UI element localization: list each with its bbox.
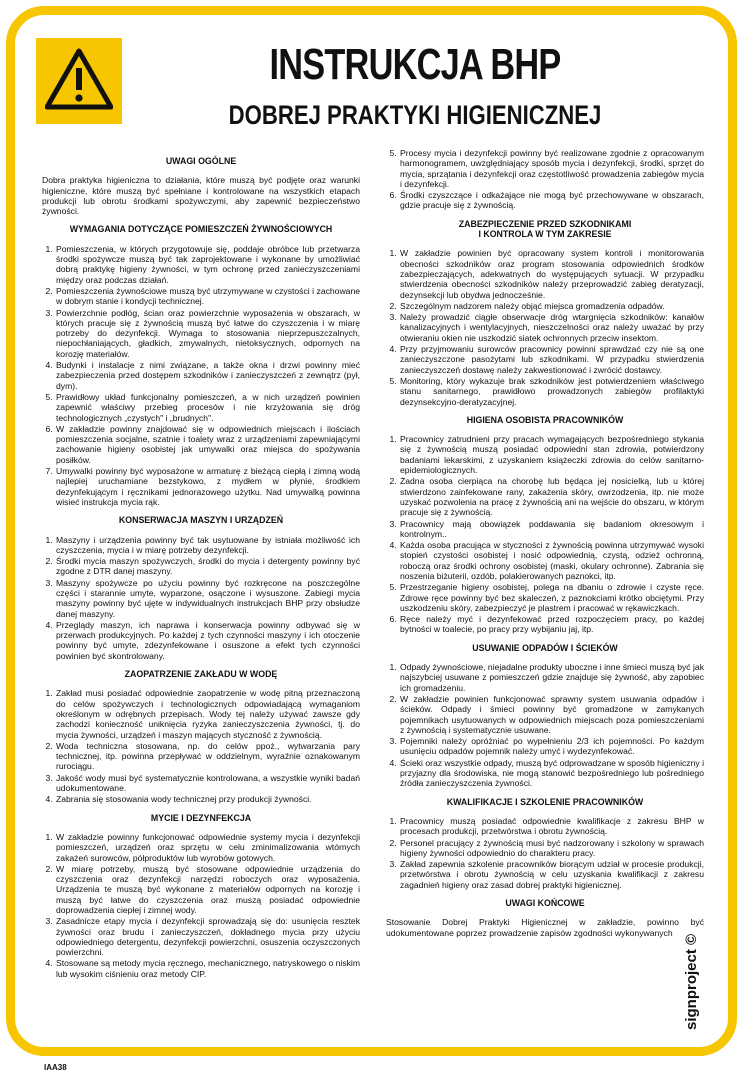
list-item: 1. Zakład musi posiadać odpowiednie zaopatrzenie w wodę pitną przeznaczoną do celów spożywczych i technologicznych odpowiadającą wymaganiom określonym w odrębnych przepisach. Wody tej należy używać zawsze gdy zachodzi konieczność uniknięcia ryzyka zanieczyszczenia żywności, tj. do mycia żywności, urządzeń i maszyn mających styczność z żywnością. <box>55 688 360 739</box>
brand-watermark: signproject © <box>683 933 700 1030</box>
list-item: 6. Ręce należy myć i dezynfekować przed rozpoczęciem pracy, po każdej bytności w toalecie, po pracy przy wybijaniu jaj, itp. <box>399 614 704 635</box>
pests-list <box>386 248 704 406</box>
list-item: 3. Zakład zapewnia szkolenie pracowników biorącym udział w procesie produkcji, przetwórstwa i obrotu żywnością w celu uzyskania kwalifikacji z zakresu zagadnień higieny oraz zasad dobrej praktyki higienicznej. <box>399 859 704 890</box>
section-heading-line: ZABEZPIECZENIE PRZED SZKODNIKAMI <box>458 218 632 229</box>
section-heading: UWAGI KOŃCOWE <box>505 898 585 908</box>
cleaning-list <box>42 832 360 979</box>
list-item: 6. Środki czyszczące i odkażające nie mogą być przechowywane w obszarach, gdzie pracuje się z żywnością. <box>399 190 704 211</box>
rooms-list <box>42 244 360 507</box>
list-item: 1. Maszyny i urządzenia powinny być tak usytuowane by istniała możliwość ich czyszczenia, mycia i w miarę potrzeby dezynfekcji. <box>55 535 360 556</box>
page-title: INSTRUKCJA BHP <box>269 40 561 89</box>
section-heading <box>386 219 704 240</box>
list-item: 3. Zasadnicze etapy mycia i dezynfekcji sprowadzają się do: usunięcia resztek żywności oraz brudu i zanieczyszczeń, dokładnego mycia przy użyciu odpowiedniego detergentu, dezynfekcji powierzchni, osuszenia oczyszczonych powierzchni. <box>55 916 360 957</box>
list-item: 4. Zabrania się stosowania wody technicznej przy produkcji żywności. <box>55 794 360 804</box>
list-item: 2. Środki mycia maszyn spożywczych, środki do mycia i detergenty powinny być zgodne z DTR danej maszyny. <box>55 556 360 577</box>
list-item: 3. Maszyny spożywcze po użyciu powinny być rozkręcone na poszczególne części i starannie umyte, wyparzone, osączone i wysuszone. Zabiegi mycia maszyny powinny być ujęte w indywidualnych instrukcjach BHP przy obsłudze danej maszyny. <box>55 578 360 619</box>
list-item: 4. Przeglądy maszyn, ich naprawa i konserwacja powinny odbywać się w przerwach produkcyjnych. Po każdej z tych czynności maszyny i ich otoczenie powinny być umyte, zdezynfekowane i osuszone a efekt tych czynności powinien być skontrolowany. <box>55 620 360 661</box>
list-item: 5. Prawidłowy układ funkcjonalny pomieszczeń, a w nich urządzeń powinien zapewnić właściwy przebieg procesów i nie krzyżowania się dróg technologicznych „czystych" i „brudnych". <box>55 392 360 423</box>
page-subtitle: DOBREJ PRAKTYKI HIGIENICZNEJ <box>228 100 602 130</box>
section-heading: MYCIE I DEZYNFEKCJA <box>150 812 252 823</box>
section-heading: WYMAGANIA DOTYCZĄCE POMIESZCZEŃ ŻYWNOŚCIOWYCH <box>69 224 333 235</box>
hygiene-list <box>386 434 704 635</box>
list-item: 1. Odpady żywnościowe, niejadalne produkty uboczne i inne śmieci muszą być jak najszybciej usuwane z pomieszczeń gdzie znajduje się żywność, aby zapobiec ich gromadzeniu. <box>399 662 704 693</box>
list-item: 1. Pracownicy zatrudnieni przy pracach wymagających bezpośredniego stykania się z żywnością muszą posiadać odpowiedni stan zdrowia, potwierdzony badaniami lekarskimi, z uzyskaniem książeczki zdrowia do celów sanitarno-epidemiologicznych. <box>399 434 704 475</box>
list-item: 3. Pracownicy mają obowiązek poddawania się badaniom okresowym i kontrolnym.. <box>399 519 704 540</box>
section-heading: UWAGI OGÓLNE <box>165 156 237 166</box>
list-item: 6. W zakładzie powinny znajdować się w odpowiednich miejscach i ilościach pomieszczenia socjalne, szatnie i toalety wraz z urządzeniami zapewniającymi zachowanie higieny osobistej jak umywalki oraz miejsca do spożywania posiłków. <box>55 424 360 465</box>
section-heading: ZAOPATRZENIE ZAKŁADU W WODĘ <box>124 669 278 680</box>
left-column <box>42 148 360 1048</box>
water-list <box>42 688 360 804</box>
waste-list <box>386 662 704 789</box>
list-item: 2. Pomieszczenia żywnościowe muszą być utrzymywane w czystości i zachowane w dobrym stanie i kondycji technicznej. <box>55 286 360 307</box>
warning-triangle-icon <box>45 48 113 110</box>
cleaning-list-continued <box>386 148 704 211</box>
list-item: 3. Jakość wody musi być systematycznie kontrolowana, a wszystkie wyniki badań udokumentowane. <box>55 773 360 794</box>
list-item: 4. Stosowane są metody mycia ręcznego, mechanicznego, natryskowego o niskim lub wysokim ciśnieniu oraz metody CIP. <box>55 958 360 979</box>
list-item: 4. Budynki i instalacje z nimi związane, a także okna i drzwi powinny mieć zabezpieczenia przed dostępem szkodników i zanieczyszczeń z zewnątrz (pył, dym). <box>55 360 360 391</box>
list-item: 2. Żadna osoba cierpiąca na chorobę lub będąca jej nosicielką, lub u której stwierdzono zainfekowane rany, zakażenia skóry, owrzodzenia, itp. nie może uzyskać pozwolenia na pracę z żywnością ani na wejście do obszaru, w którym pracuje się z żywnością. <box>399 476 704 517</box>
list-item: 7. Umywalki powinny być wyposażone w armaturę z bieżącą ciepłą i zimną wodą najlepiej uruchamiane bezstykowo, z mydłem w płynie, środkiem dezynfekującym i ręcznikami jednorazowego użytku. Nad umywalką powinna wisieć instrukcja mycia rąk. <box>55 466 360 507</box>
product-code: IAA38 <box>44 1063 67 1072</box>
list-item: 4. Każda osoba pracująca w styczności z żywnością powinna utrzymywać wysoki stopień czystości osobistej i nosić odpowiednią, czystą, odzież ochronną, roboczą oraz środki ochrony osobistej (maski, okulary ochronne). Zabrania się noszenia biżuterii, ozdób, polakierowanych paznokci, itp. <box>399 540 704 581</box>
list-item: 3. Powierzchnie podłóg, ścian oraz powierzchnie wyposażenia w obszarach, w których pracuje się z żywnością muszą być łatwe do czyszczenia i w miarę potrzeby do dezynfekcji. Wymaga to stosowania nieprzepuszczalnych, niepochłaniających, gładkich, zmywalnych, nietoksycznych, odpornych na korozję materiałów. <box>55 308 360 359</box>
maintenance-list <box>42 535 360 662</box>
section-heading: USUWANIE ODPADÓW I ŚCIEKÓW <box>472 642 618 653</box>
list-item: 4. Ścieki oraz wszystkie odpady, muszą być odprowadzane w sposób higieniczny i przyjazny dla środowiska, nie mogą stanowić bezpośredniego lub pośredniego źródła zanieczyszczenia żywności. <box>399 758 704 789</box>
warning-sign-box <box>36 38 122 124</box>
qualifications-list <box>386 816 704 890</box>
list-item: 1. Pracownicy muszą posiadać odpowiednie kwalifikacje z zakresu BHP w procesach produkcji, przetwórstwa i obrotu żywnością. <box>399 816 704 837</box>
list-item: 2. Woda techniczna stosowana, np. do celów ppoż., wytwarzania pary technicznej, itp. powinna przepływać w oddzielnym, wyraźnie oznakowanym rurociągu. <box>55 741 360 772</box>
list-item: 3. Należy prowadzić ciągłe obserwacje dróg wtargnięcia szkodników: kanałów kanalizacyjnych i wentylacyjnych, nieszczelności oraz należy uważać by przy otwieraniu okien nie uszkodzić siatek ochronnych przeciw insektom. <box>399 312 704 343</box>
general-remarks-text: Dobra praktyka higieniczna to działania, które muszą być podjęte oraz warunki higieniczne, które muszą być spełniane i kontrolowane na wszystkich etapach produkcji lub obrotu środkami spożywczymi, aby zapewnić bezpieczeństwo żywności. <box>42 175 360 217</box>
list-item: 4. Przy przyjmowaniu surowców pracownicy powinni sprawdzać czy nie są one zanieczyszczone pasożytami lub szkodnikami. W przypadku stwierdzenia zanieczyszczeń dostawę należy zakwestionować i zwrócić dostawcy. <box>399 344 704 375</box>
list-item: 2. W miarę potrzeby, muszą być stosowane odpowiednie urządzenia do czyszczenia oraz dezynfekcji narzędzi roboczych oraz wyposażenia. Urządzenia te muszą być wykonane z materiałów odpornych na korozję i muszą być łatwe do czyszczenia oraz muszą posiadać odpowiednie doprowadzenia ciepłej i zimnej wody. <box>55 864 360 915</box>
list-item: 5. Procesy mycia i dezynfekcji powinny być realizowane zgodnie z opracowanym harmonogramem, uwzględniający sposób mycia i dezynfekcji, środki, sprzęt do mycia, sprzątania i dezynfekcji oraz częstotliwość prowadzenia zabiegów mycia i dezynfekcji. <box>399 148 704 189</box>
section-heading: KONSERWACJA MASZYN I URZĄDZEŃ <box>118 515 284 526</box>
list-item: 1. W zakładzie powinien być opracowany system kontroli i monitorowania obecności szkodników oraz program stosowania odpowiednich środków zabezpieczających, adekwatnych do występujących sytuacji. W przypadku stwierdzenia obecności szkodników należy przeprowadzić zabieg deratyzacji, dezynsekcji lub obydwa jednocześnie. <box>399 248 704 299</box>
section-heading-line: I KONTROLA W TYM ZAKRESIE <box>478 229 612 240</box>
section-heading: KWALIFIKACJE I SZKOLENIE PRACOWNIKÓW <box>446 796 644 807</box>
list-item: 5. Przestrzeganie higieny osobistej, polega na dbaniu o zdrowie i czyste ręce. Zdrowe ręce powinny być bez skaleczeń, z paznokciami krótko obciętymi. Przy uszkodzeniu skóry, zabezpieczyć je plastrem i pracować w rękawiczkach. <box>399 582 704 613</box>
right-column <box>386 148 704 1048</box>
list-item: 1. W zakładzie powinny funkcjonować odpowiednie systemy mycia i dezynfekcji pomieszczeń, urządzeń oraz sprzętu w celu zminimalizowania wtórnych zakażeń surowców, półproduktów lub wyrobów gotowych. <box>55 832 360 863</box>
list-item: 2. W zakładzie powinien funkcjonować sprawny system usuwania odpadów i ścieków. Odpady i śmieci powinny być gromadzone w zamykanych pojemnikach usytuowanych w odpowiednich miejscach poza pomieszczeniami z żywnością i systematycznie usuwane. <box>399 694 704 735</box>
list-item: 1. Pomieszczenia, w których przygotowuje się, poddaje obróbce lub przetwarza środki spożywcze muszą być tak zaprojektowane i wykonane by umożliwiać dobrą praktykę higieny żywności, w tym ochronę przed zanieczyszczeniami między oraz podczas działań. <box>55 244 360 285</box>
section-heading: HIGIENA OSOBISTA PRACOWNIKÓW <box>466 414 624 425</box>
list-item: 2. Szczególnym nadzorem należy objąć miejsca gromadzenia odpadów. <box>399 301 704 311</box>
list-item: 5. Monitoring, który wykazuje brak szkodników jest potwierdzeniem właściwego stanu sanitarnego, prawidłowo prowadzonych zabiegów profilaktyki dezynsekcyjno-deratyzacyjnej. <box>399 376 704 407</box>
list-item: 3. Pojemniki należy opróżniać po wypełnieniu 2/3 ich pojemności. Po każdym usunięciu odpadów pojemnik należy umyć i wydezynfekować. <box>399 736 704 757</box>
list-item: 2. Personel pracujący z żywnością musi być nadzorowany i szkolony w sprawach higieny żywności odpowiednio do charakteru pracy. <box>399 838 704 859</box>
final-remarks-text: Stosowanie Dobrej Praktyki Higienicznej w zakładzie, powinno być udokumentowane poprzez prowadzenie zapisów zgodności wykonywanych <box>386 917 704 938</box>
